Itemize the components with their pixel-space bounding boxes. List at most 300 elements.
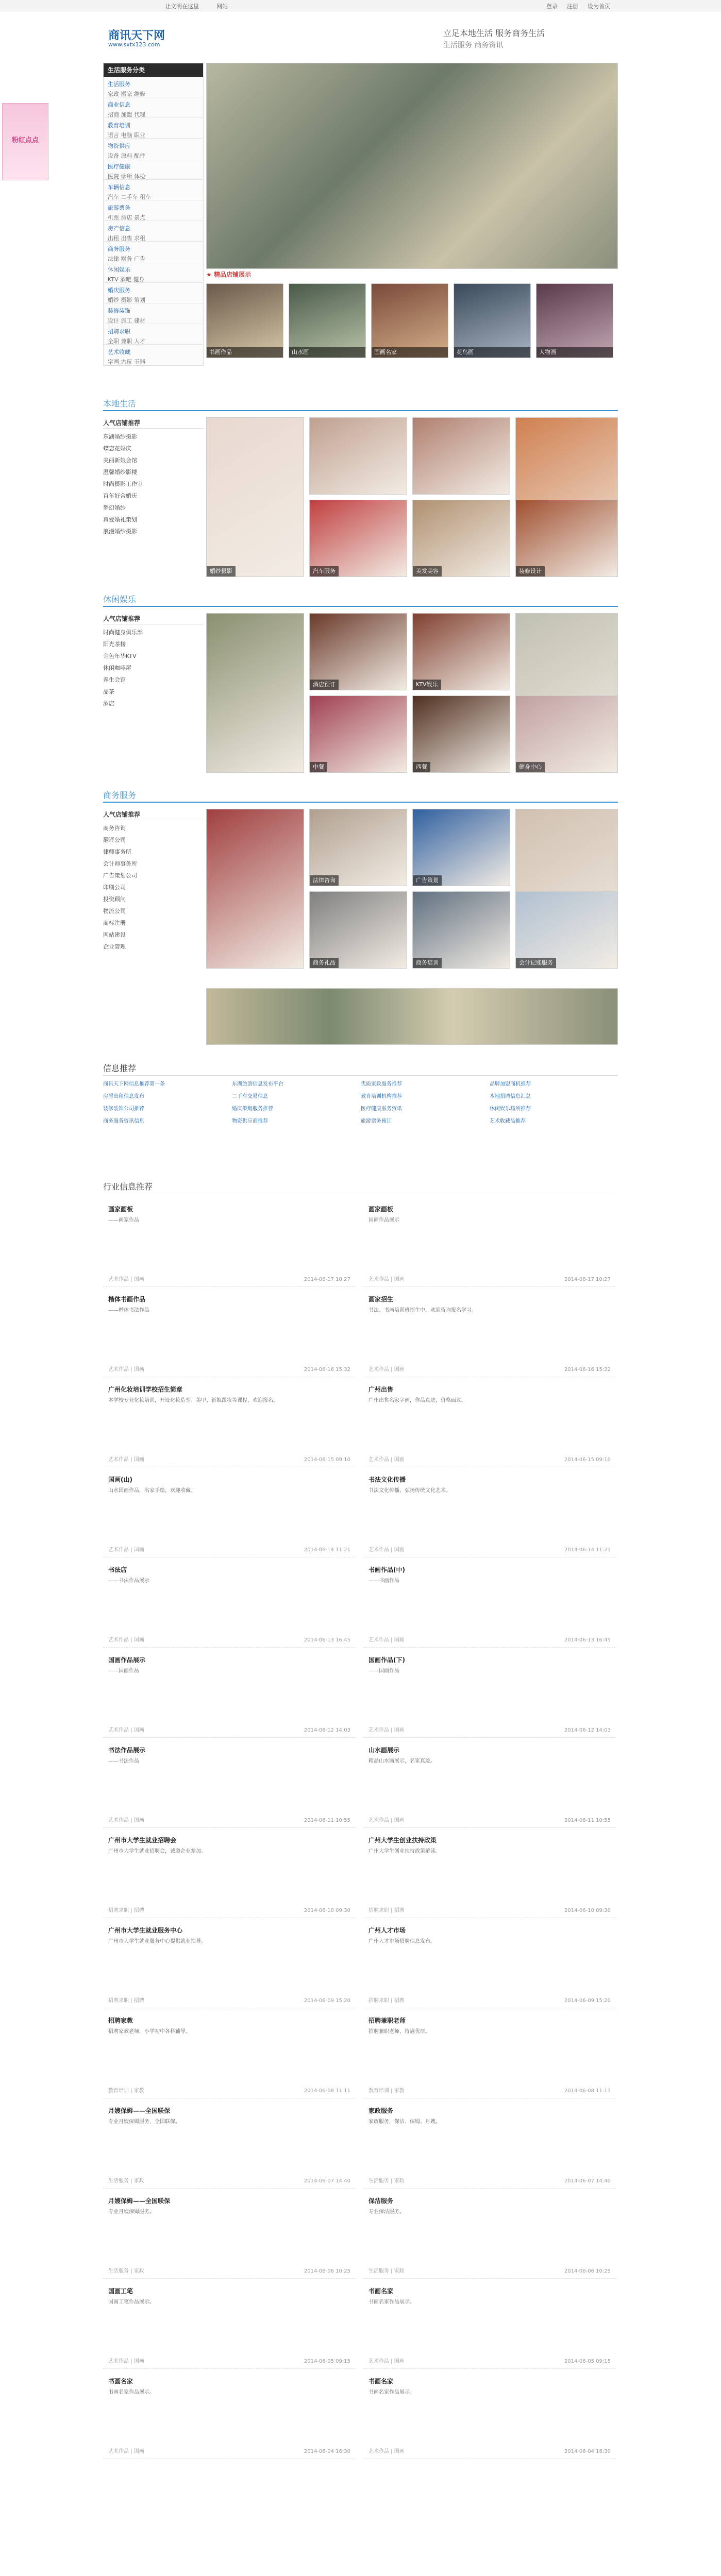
- biz-card-desc: 家政服务，保洁、保姆、月嫂。: [368, 2119, 441, 2125]
- sidebar-item-sub: 家政 搬家 维修: [108, 91, 145, 97]
- biz-card-time: 2014-06-07 14:40: [304, 2178, 350, 2184]
- biz-card-meta: 生活服务 | 家政: [108, 2268, 144, 2274]
- biz-card[interactable]: [103, 1291, 356, 1377]
- biz-card[interactable]: [103, 1922, 356, 2008]
- grid-tile[interactable]: [309, 500, 407, 577]
- biz-card-time: 2014-06-14 11:21: [304, 1547, 350, 1553]
- biz-card[interactable]: [363, 1922, 616, 2008]
- biz-card-desc: 书法文化传播，弘扬传统文化艺术。: [368, 1488, 451, 1494]
- category-link[interactable]: 广告策划公司: [103, 872, 137, 879]
- sidebar-item-label: 装修装饰: [108, 308, 130, 314]
- biz-card-desc: ——楷体书法作品: [108, 1308, 149, 1313]
- biz-card-meta: 生活服务 | 家政: [108, 2178, 144, 2184]
- thumb-strip: [206, 283, 618, 361]
- biz-card-time: 2014-06-17 10:27: [304, 1277, 350, 1282]
- biz-card[interactable]: [363, 1471, 616, 1557]
- biz-card[interactable]: [363, 2102, 616, 2189]
- biz-card[interactable]: [363, 2372, 616, 2459]
- category-link[interactable]: 百年好合婚庆: [103, 493, 137, 499]
- sidebar-item-label: 车辆信息: [108, 184, 130, 191]
- grid-tile-caption: 婚纱摄影: [207, 566, 236, 577]
- biz-card[interactable]: [103, 2282, 356, 2369]
- grid-tile-caption: 西餐: [413, 762, 430, 772]
- grid-tile[interactable]: [515, 696, 618, 773]
- thumb-caption: 书画作品: [207, 347, 283, 358]
- sidebar-item-sub: 出租 出售 求租: [108, 235, 145, 242]
- biz-card-title[interactable]: 书画名家: [368, 2287, 394, 2295]
- sidebar-item[interactable]: [104, 77, 203, 97]
- biz-card[interactable]: [363, 1741, 616, 1828]
- local-cat-title: 人气店铺推荐: [103, 417, 204, 429]
- sidebar-item-label: 艺术收藏: [108, 349, 130, 355]
- grid-tile[interactable]: [206, 417, 304, 577]
- sidebar-item[interactable]: [104, 324, 203, 345]
- biz-card-desc: 山水国画作品，名家手绘，欢迎收藏。: [108, 1488, 196, 1494]
- sidebar-item-sub: 设备 原料 配件: [108, 152, 145, 159]
- biz-card-desc: 书画名家作品展示。: [368, 2299, 415, 2305]
- info-link[interactable]: 商讯天下网信息推荐第一条: [103, 1081, 165, 1087]
- biz-card-time: 2014-06-06 10:25: [304, 2268, 350, 2274]
- info-link[interactable]: 医疗健康服务资讯: [361, 1106, 402, 1112]
- biz-card-meta: 艺术作品 | 国画: [368, 1818, 405, 1823]
- biz-card-time: 2014-06-07 14:40: [564, 2178, 611, 2184]
- biz-card[interactable]: [103, 1381, 356, 1467]
- biz-card-meta: 教育培训 | 家教: [368, 2088, 405, 2094]
- set-homepage-link[interactable]: 设为首页: [588, 3, 610, 10]
- biz-card-title[interactable]: 广州市大学生就业服务中心: [108, 1927, 183, 1934]
- biz-card[interactable]: [363, 1381, 616, 1467]
- biz-card-title[interactable]: 画家画板: [108, 1206, 133, 1213]
- biz-card[interactable]: [103, 1561, 356, 1648]
- info-link[interactable]: 教育培训机构推荐: [361, 1094, 402, 1099]
- biz-card-time: 2014-06-04 16:30: [564, 2449, 611, 2454]
- floating-ad[interactable]: [2, 103, 48, 180]
- biz-card-time: 2014-06-17 10:27: [564, 1277, 611, 1282]
- biz-card-desc: 招聘兼职老师，待遇优厚。: [368, 2029, 430, 2035]
- sidebar-item-label: 休闲娱乐: [108, 266, 130, 273]
- thumb-item[interactable]: [289, 283, 366, 358]
- category-link[interactable]: 网站建设: [103, 931, 126, 938]
- biz-card-meta: 招聘求职 | 招聘: [368, 1998, 405, 2004]
- info-link[interactable]: 优质家政服务推荐: [361, 1081, 402, 1087]
- info-link[interactable]: 品牌加盟商机推荐: [490, 1081, 531, 1087]
- biz-card-title[interactable]: 画家招生: [368, 1296, 394, 1303]
- biz-card[interactable]: [363, 2192, 616, 2279]
- biz-card-title[interactable]: 国画(山): [108, 1476, 132, 1483]
- category-link[interactable]: 真爱婚礼策划: [103, 516, 137, 523]
- biz-card-title[interactable]: 书画名家: [368, 2378, 394, 2385]
- header-slogan-2: 生活服务 商务资讯: [443, 41, 504, 49]
- grid-tile-caption: 中餐: [310, 762, 327, 772]
- biz-card[interactable]: [103, 1832, 356, 1918]
- biz-card-time: 2014-06-11 10:55: [304, 1818, 350, 1823]
- sidebar-item-label: 医疗健康: [108, 163, 130, 170]
- star-icon: ★: [206, 271, 212, 278]
- sidebar-item[interactable]: [104, 262, 203, 283]
- category-link[interactable]: 商务咨询: [103, 825, 126, 832]
- biz-card-meta: 艺术作品 | 国画: [368, 2359, 405, 2364]
- biz-card-desc: ——国画作品: [108, 1668, 139, 1674]
- biz-card[interactable]: [103, 1471, 356, 1557]
- thumb-caption: 人物画: [536, 347, 613, 358]
- biz-card-title[interactable]: 招聘兼职老师: [368, 2017, 406, 2024]
- biz-card[interactable]: [103, 2192, 356, 2279]
- grid-tile-caption: 酒店预订: [310, 680, 339, 690]
- category-link[interactable]: 时尚健身俱乐部: [103, 629, 143, 636]
- biz-card-desc: 书画名家作品展示。: [368, 2389, 415, 2395]
- biz-card-meta: 艺术作品 | 国画: [368, 1277, 405, 1282]
- biz-card-title[interactable]: 广州大学生创业扶持政策: [368, 1837, 437, 1844]
- biz-card-time: 2014-06-12 14:03: [564, 1727, 611, 1733]
- biz-card[interactable]: [103, 1651, 356, 1738]
- biz-card-meta: 艺术作品 | 国画: [108, 1367, 144, 1372]
- biz-card-meta: 艺术作品 | 国画: [108, 1727, 144, 1733]
- biz-card-desc: 专业月嫂保姆服务。: [108, 2209, 155, 2215]
- sidebar-item-sub: 医院 诊所 体检: [108, 173, 145, 180]
- biz-card-meta: 艺术作品 | 国画: [108, 2359, 144, 2364]
- sidebar-item-sub: 全职 兼职 人才: [108, 338, 145, 345]
- biz-card-title[interactable]: 书法文化传播: [368, 1476, 406, 1483]
- grid-tile-caption: 商务礼品: [310, 958, 339, 968]
- biz-card-meta: 生活服务 | 家政: [368, 2268, 405, 2274]
- business-cat-title: 人气店铺推荐: [103, 809, 204, 820]
- thumb-caption: 国画名家: [372, 347, 448, 358]
- info-link[interactable]: 二手车交易信息: [232, 1094, 268, 1099]
- biz-card[interactable]: [103, 2372, 356, 2459]
- biz-card-desc: ——书画作品: [368, 1578, 399, 1584]
- category-link[interactable]: 养生会馆: [103, 676, 126, 683]
- sidebar-item-label: 生活服务: [108, 81, 130, 88]
- biz-card-time: 2014-06-06 10:25: [564, 2268, 611, 2274]
- category-link[interactable]: 浪漫婚纱摄影: [103, 528, 137, 535]
- biz-card-desc: 本学校专业化妆培训，开设化妆造型、美甲、新娘跟妆等课程，欢迎报名。: [108, 1398, 278, 1403]
- biz-card-time: 2014-06-14 11:21: [564, 1547, 611, 1553]
- category-link[interactable]: 企业管理: [103, 943, 126, 950]
- sidebar-item[interactable]: [104, 283, 203, 303]
- info-link[interactable]: 艺术收藏品推荐: [490, 1118, 526, 1124]
- category-link[interactable]: 美丽新娘会馆: [103, 457, 137, 464]
- topbar-link-1[interactable]: 网站: [216, 3, 228, 10]
- sidebar-item-label: 旅游票务: [108, 205, 130, 211]
- biz-card-time: 2014-06-10 09:30: [304, 1908, 350, 1913]
- biz-card[interactable]: [103, 1200, 356, 1287]
- biz-card-title[interactable]: 月嫂保姆——全国联保: [108, 2197, 171, 2205]
- business-categories: [103, 809, 204, 953]
- biz-title: 行业信息推荐: [103, 1180, 618, 1194]
- section-local-title: 本地生活: [103, 397, 618, 411]
- local-categories: [103, 417, 204, 537]
- leisure-cat-title: 人气店铺推荐: [103, 613, 204, 624]
- biz-card-title[interactable]: 楷体书画作品: [108, 1296, 146, 1303]
- sidebar-item[interactable]: [104, 221, 203, 242]
- grid-tile[interactable]: [515, 500, 618, 577]
- grid-tile[interactable]: [309, 891, 407, 969]
- biz-card-title[interactable]: 国画作品(下): [368, 1656, 405, 1664]
- biz-card-title[interactable]: 国画工笔: [108, 2287, 133, 2295]
- biz-card-title[interactable]: 国画作品展示: [108, 1656, 146, 1664]
- info-link[interactable]: 东湖旅游信息发布平台: [232, 1081, 283, 1087]
- leisure-categories: [103, 613, 204, 709]
- grid-tile-caption: 美发美容: [413, 566, 442, 577]
- biz-card[interactable]: [363, 2012, 616, 2098]
- biz-card[interactable]: [363, 1561, 616, 1648]
- biz-card[interactable]: [103, 2102, 356, 2189]
- biz-card-desc: ——国画作品: [368, 1668, 399, 1674]
- header-slogan: 立足本地生活 服务商务生活: [443, 28, 545, 38]
- category-link[interactable]: 梦幻婚纱: [103, 504, 126, 511]
- biz-card-title[interactable]: 月嫂保姆——全国联保: [108, 2107, 171, 2114]
- biz-card-time: 2014-06-13 16:45: [304, 1637, 350, 1643]
- local-grid: [206, 417, 618, 577]
- biz-card-time: 2014-06-11 10:55: [564, 1818, 611, 1823]
- biz-card-desc: ——画家作品: [108, 1217, 139, 1223]
- thumb-item[interactable]: [454, 283, 531, 358]
- top-bar: [0, 0, 721, 11]
- biz-card-desc: 书法、书画培训班招生中，欢迎咨询报名学习。: [368, 1308, 477, 1313]
- info-link[interactable]: 房屋出租信息发布: [103, 1094, 144, 1099]
- category-link[interactable]: 商标注册: [103, 920, 126, 926]
- biz-card-title[interactable]: 招聘家教: [108, 2017, 133, 2024]
- info-link[interactable]: 装修装饰公司推荐: [103, 1106, 144, 1112]
- grid-tile[interactable]: [309, 696, 407, 773]
- info-link[interactable]: 旅游票务预订: [361, 1118, 392, 1124]
- category-link[interactable]: 休闲咖啡屋: [103, 665, 131, 671]
- grid-tile[interactable]: [309, 417, 407, 495]
- biz-card-meta: 艺术作品 | 国画: [108, 1637, 144, 1643]
- biz-card-desc: 专业月嫂保姆服务，全国联保。: [108, 2119, 180, 2125]
- grid-tile[interactable]: [412, 891, 510, 969]
- biz-card-meta: 艺术作品 | 国画: [108, 2449, 144, 2454]
- biz-card-meta: 招聘求职 | 招聘: [108, 1908, 144, 1913]
- biz-card-desc: 广州大学生创业扶持政策解读。: [368, 1849, 441, 1854]
- grid-tile[interactable]: [412, 500, 510, 577]
- sidebar-item-sub: KTV 酒吧 健身: [108, 276, 145, 283]
- sidebar-title: 生活服务分类: [104, 63, 203, 77]
- floating-ad-label: 粉红点点: [11, 137, 39, 144]
- register-link[interactable]: 注册: [567, 3, 578, 10]
- biz-card-time: 2014-06-09 15:20: [304, 1998, 350, 2004]
- biz-card-title[interactable]: 广州出售: [368, 1386, 394, 1393]
- biz-card-meta: 招聘求职 | 招聘: [108, 1998, 144, 2004]
- biz-card-desc: 国画工笔作品展示。: [108, 2299, 155, 2305]
- grid-tile[interactable]: [206, 613, 304, 773]
- category-link[interactable]: 律师事务所: [103, 849, 131, 855]
- sidebar-item-label: 婚庆服务: [108, 287, 130, 294]
- grid-tile[interactable]: [412, 417, 510, 495]
- category-link[interactable]: 翻译公司: [103, 837, 126, 843]
- biz-card-meta: 教育培训 | 家教: [108, 2088, 144, 2094]
- category-link[interactable]: 蝶恋花婚庆: [103, 445, 131, 452]
- grid-tile-caption: 健身中心: [516, 762, 545, 772]
- grid-tile[interactable]: [412, 696, 510, 773]
- info-title: 信息推荐: [103, 1061, 618, 1076]
- category-link[interactable]: 东湖婚纱摄影: [103, 433, 137, 440]
- sidebar-item-label: 物资供应: [108, 143, 130, 149]
- category-link[interactable]: 温馨婚纱影楼: [103, 469, 137, 476]
- sidebar-item-label: 招聘求职: [108, 328, 130, 335]
- grid-tile-caption: 汽车服务: [310, 566, 339, 577]
- biz-card-desc: 书画名家作品展示。: [108, 2389, 155, 2395]
- biz-card[interactable]: [363, 1200, 616, 1287]
- biz-card-meta: 艺术作品 | 国画: [368, 1547, 405, 1553]
- biz-card-title[interactable]: 书画作品(中): [368, 1566, 405, 1573]
- info-link[interactable]: 婚庆策划服务推荐: [232, 1106, 273, 1112]
- grid-tile[interactable]: [412, 613, 510, 690]
- sidebar-item[interactable]: [104, 303, 203, 324]
- biz-card[interactable]: [363, 1832, 616, 1918]
- login-link[interactable]: 登录: [546, 3, 558, 10]
- category-link[interactable]: 投资顾问: [103, 896, 126, 903]
- grid-tile-caption: 广告策划: [413, 875, 442, 886]
- thumb-item[interactable]: [371, 283, 448, 358]
- biz-card-meta: 艺术作品 | 国画: [368, 1637, 405, 1643]
- biz-card-meta: 艺术作品 | 国画: [108, 1818, 144, 1823]
- hero-nav: [206, 270, 618, 282]
- grid-tile[interactable]: [515, 891, 618, 969]
- grid-tile[interactable]: [412, 809, 510, 886]
- sidebar-item[interactable]: [104, 242, 203, 262]
- site-url: www.sxtx123.com: [108, 41, 160, 48]
- biz-card-time: 2014-06-12 14:03: [304, 1727, 350, 1733]
- site-logo[interactable]: 商讯天下网: [108, 29, 165, 42]
- biz-card-title[interactable]: 书法店: [108, 1566, 127, 1573]
- grid-tile[interactable]: [206, 809, 304, 969]
- biz-card-desc: 精品山水画展示，名家真迹。: [368, 1758, 435, 1764]
- biz-card-time: 2014-06-16 15:32: [564, 1367, 611, 1372]
- biz-card-time: 2014-06-08 11:11: [564, 2088, 611, 2094]
- biz-card-title[interactable]: 书法作品展示: [108, 1747, 146, 1754]
- biz-card-time: 2014-06-15 09:10: [304, 1457, 350, 1463]
- category-link[interactable]: 金色年华KTV: [103, 653, 137, 659]
- category-link[interactable]: 品茶: [103, 688, 114, 695]
- biz-card-meta: 生活服务 | 家政: [368, 2178, 405, 2184]
- biz-card-meta: 艺术作品 | 国画: [108, 1457, 144, 1463]
- biz-card-title[interactable]: 广州化妆培训学校招生简章: [108, 1386, 183, 1393]
- sidebar-item-sub: 招商 加盟 代理: [108, 111, 145, 118]
- biz-card-desc: 广州市大学生就业服务中心提供就业指导。: [108, 1939, 206, 1944]
- biz-card-title[interactable]: 广州市大学生就业招聘会: [108, 1837, 177, 1844]
- grid-tile-caption: 会计记账服务: [516, 958, 556, 968]
- biz-card-time: 2014-06-16 15:32: [304, 1367, 350, 1372]
- sidebar-item[interactable]: [104, 159, 203, 180]
- category-link[interactable]: 物流公司: [103, 908, 126, 914]
- hero-banner[interactable]: [206, 63, 618, 269]
- biz-card-meta: 艺术作品 | 国画: [368, 2449, 405, 2454]
- sidebar-item-sub: 字画 古玩 玉器: [108, 359, 145, 365]
- info-link[interactable]: 休闲娱乐场所推荐: [490, 1106, 531, 1112]
- sidebar-item-label: 商务服务: [108, 246, 130, 252]
- sidebar-item-sub: 设计 施工 建材: [108, 317, 145, 324]
- sidebar-item-sub: 汽车 二手车 租车: [108, 194, 151, 200]
- biz-card-time: 2014-06-10 09:30: [564, 1908, 611, 1913]
- sidebar-item[interactable]: [104, 345, 203, 365]
- sidebar-item-sub: 语言 电脑 职业: [108, 132, 145, 139]
- header: [103, 11, 618, 58]
- grid-tile-caption: 法律咨询: [310, 875, 339, 886]
- sidebar-item-sub: 法律 财务 广告: [108, 256, 145, 262]
- sidebar-item-label: 商业信息: [108, 101, 130, 108]
- biz-card-desc: ——书法作品: [108, 1758, 139, 1764]
- biz-card-title[interactable]: 画家画板: [368, 1206, 394, 1213]
- leisure-grid: [206, 613, 618, 773]
- sidebar-item[interactable]: [104, 200, 203, 221]
- biz-card-desc: 招聘家教老师，小学初中各科辅导。: [108, 2029, 191, 2035]
- thumb-item[interactable]: [206, 283, 283, 358]
- thumb-caption: 山水画: [289, 347, 365, 358]
- biz-card-meta: 艺术作品 | 国画: [368, 1727, 405, 1733]
- biz-card[interactable]: [363, 1651, 616, 1738]
- info-link[interactable]: 本地招聘信息汇总: [490, 1094, 531, 1099]
- section-business-title: 商务服务: [103, 788, 618, 803]
- category-link[interactable]: 印刷公司: [103, 884, 126, 891]
- biz-card-desc: ——书法作品展示: [108, 1578, 149, 1584]
- biz-card-title[interactable]: 书画名家: [108, 2378, 133, 2385]
- grid-tile-caption: KTV娱乐: [413, 680, 441, 690]
- thumb-item[interactable]: [536, 283, 613, 358]
- biz-card-meta: 艺术作品 | 国画: [368, 1367, 405, 1372]
- sidebar: [103, 63, 204, 366]
- biz-card-time: 2014-06-05 09:15: [304, 2359, 350, 2364]
- biz-card-time: 2014-06-15 09:10: [564, 1457, 611, 1463]
- biz-card-meta: 艺术作品 | 国画: [108, 1277, 144, 1282]
- sidebar-item[interactable]: [104, 180, 203, 200]
- category-link[interactable]: 时尚摄影工作室: [103, 481, 143, 487]
- info-link[interactable]: 物资供应商推荐: [232, 1118, 268, 1124]
- biz-card-meta: 招聘求职 | 招聘: [368, 1908, 405, 1913]
- sidebar-item[interactable]: [104, 139, 203, 159]
- biz-card-time: 2014-06-08 11:11: [304, 2088, 350, 2094]
- biz-card-desc: 专业保洁服务。: [368, 2209, 405, 2215]
- section-leisure-title: 休闲娱乐: [103, 592, 618, 607]
- grid-tile-caption: 商务培训: [413, 958, 442, 968]
- biz-card-desc: 国画作品展示: [368, 1217, 399, 1223]
- biz-card[interactable]: [103, 2012, 356, 2098]
- biz-card[interactable]: [363, 2282, 616, 2369]
- biz-card-title[interactable]: 保洁服务: [368, 2197, 394, 2205]
- sidebar-item-sub: 机票 酒店 景点: [108, 214, 145, 221]
- hero-nav-title: 精品店铺展示: [213, 271, 251, 278]
- category-link[interactable]: 酒店: [103, 700, 114, 707]
- sidebar-item-label: 房产信息: [108, 225, 130, 232]
- sidebar-item[interactable]: [104, 97, 203, 118]
- biz-card[interactable]: [363, 1291, 616, 1377]
- biz-card-title[interactable]: 山水画展示: [368, 1747, 400, 1754]
- business-grid: [206, 809, 618, 979]
- biz-card-title[interactable]: 家政服务: [368, 2107, 394, 2114]
- category-link[interactable]: 会计师事务所: [103, 860, 137, 867]
- biz-card-meta: 艺术作品 | 国画: [108, 1547, 144, 1553]
- biz-card-time: 2014-06-04 16:30: [304, 2449, 350, 2454]
- biz-card-time: 2014-06-05 09:15: [564, 2359, 611, 2364]
- biz-card-time: 2014-06-09 15:20: [564, 1998, 611, 2004]
- biz-card-desc: 广州出售名家字画，作品真迹，价格面议。: [368, 1398, 466, 1403]
- sidebar-item-label: 教育培训: [108, 122, 130, 129]
- biz-card-title[interactable]: 广州人才市场: [368, 1927, 406, 1934]
- sidebar-item[interactable]: [104, 118, 203, 139]
- biz-card-desc: 广州市大学生就业招聘会，诚邀企业参加。: [108, 1849, 206, 1854]
- info-link[interactable]: 商务服务资讯信息: [103, 1118, 144, 1124]
- topbar-text-1: 让文明在这里: [165, 3, 199, 10]
- thumb-caption: 花鸟画: [454, 347, 530, 358]
- category-link[interactable]: 阳光茶楼: [103, 641, 126, 648]
- wide-banner[interactable]: [206, 988, 618, 1045]
- biz-card[interactable]: [103, 1741, 356, 1828]
- biz-card-desc: 广州人才市场招聘信息发布。: [368, 1939, 435, 1944]
- sidebar-item-sub: 婚纱 摄影 策划: [108, 297, 145, 303]
- biz-card-time: 2014-06-13 16:45: [564, 1637, 611, 1643]
- grid-tile[interactable]: [309, 613, 407, 690]
- grid-tile[interactable]: [309, 809, 407, 886]
